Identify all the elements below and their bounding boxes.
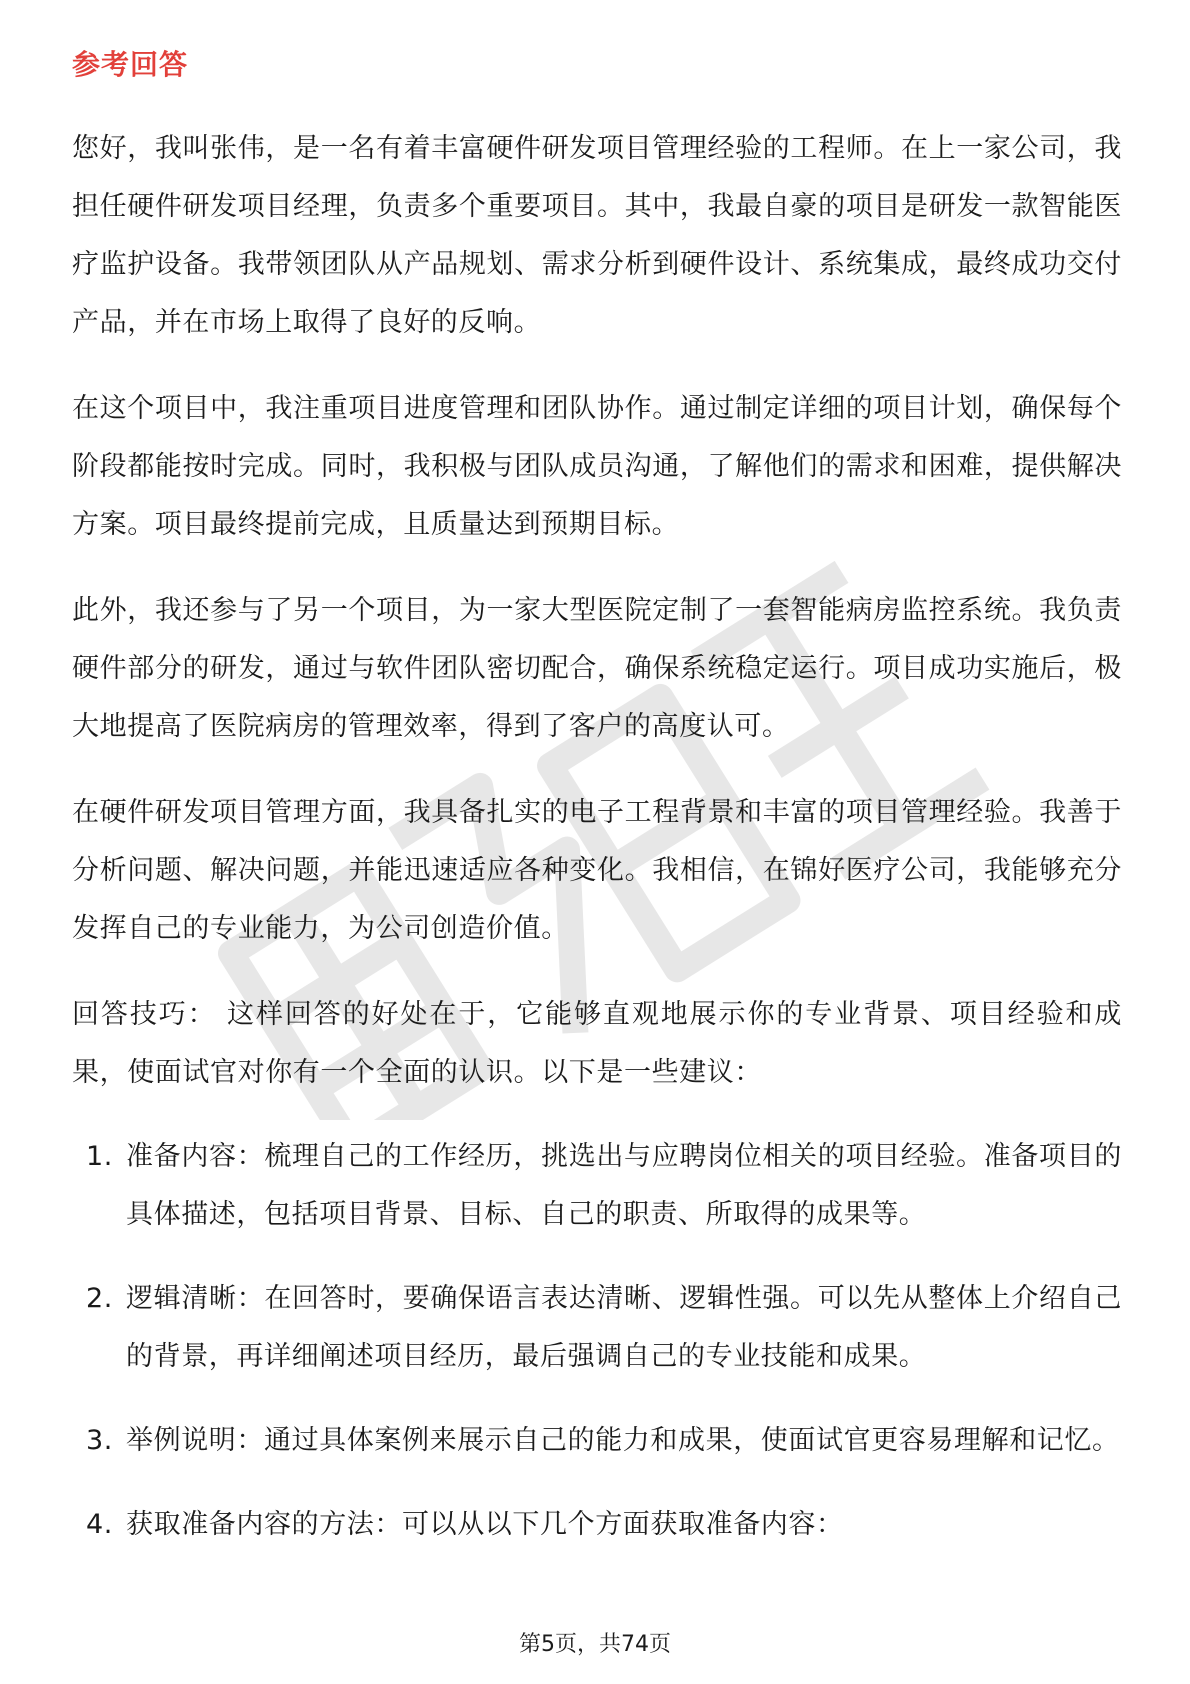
answer-tips: 回答技巧： 这样回答的好处在于，它能够直观地展示你的专业背景、项目经验和成果，使面试官对你有一个全面的认识。以下是一些建议： (72, 999, 1122, 1088)
document-content (72, 44, 1122, 1580)
page-number-footer: 第5页，共74页 (519, 1632, 671, 1657)
list-item-number: 3. (86, 1425, 113, 1456)
list-item-text: 获取准备内容的方法：可以从以下几个方面获取准备内容： (126, 1509, 844, 1540)
list-item (72, 1270, 1122, 1386)
answer-paragraph-2: 在这个项目中，我注重项目进度管理和团队协作。通过制定详细的项目计划，确保每个阶段都能按时完成。同时，我积极与团队成员沟通，了解他们的需求和困难，提供解决方案。项目最终提前完成，且质量达到预期目标。 (72, 393, 1122, 540)
list-item-number: 1. (86, 1141, 113, 1172)
list-item-number: 2. (86, 1283, 113, 1314)
list-item-text: 举例说明：通过具体案例来展示自己的能力和成果，使面试官更容易理解和记忆。 (126, 1425, 1120, 1456)
answer-paragraph-3: 此外，我还参与了另一个项目，为一家大型医院定制了一套智能病房监控系统。我负责硬件部分的研发，通过与软件团队密切配合，确保系统稳定运行。项目成功实施后，极大地提高了医院病房的管理效率，得到了客户的高度认可。 (72, 595, 1122, 742)
list-item (72, 1412, 1122, 1470)
list-item (72, 1496, 1122, 1554)
list-item-number: 4. (86, 1509, 113, 1540)
section-heading: 参考回答 (72, 48, 189, 81)
list-item-text: 准备内容：梳理自己的工作经历，挑选出与应聘岗位相关的项目经验。准备项目的具体描述，包括项目背景、目标、自己的职责、所取得的成果等。 (126, 1141, 1122, 1230)
list-item (72, 1128, 1122, 1244)
answer-paragraph-4: 在硬件研发项目管理方面，我具备扎实的电子工程背景和丰富的项目管理经验。我善于分析问题、解决问题，并能迅速适应各种变化。我相信，在锦好医疗公司，我能够充分发挥自己的专业能力，为公司创造价值。 (72, 797, 1122, 944)
answer-paragraph-1: 您好，我叫张伟，是一名有着丰富硬件研发项目管理经验的工程师。在上一家公司，我担任硬件研发项目经理，负责多个重要项目。其中，我最自豪的项目是研发一款智能医疗监护设备。我带领团队从产品规划、需求分析到硬件设计、系统集成，最终成功交付产品，并在市场上取得了良好的反响。 (72, 133, 1122, 338)
suggestion-list (72, 1128, 1122, 1554)
list-item-text: 逻辑清晰：在回答时，要确保语言表达清晰、逻辑性强。可以先从整体上介绍自己的背景，再详细阐述项目经历，最后强调自己的专业技能和成果。 (126, 1283, 1122, 1372)
